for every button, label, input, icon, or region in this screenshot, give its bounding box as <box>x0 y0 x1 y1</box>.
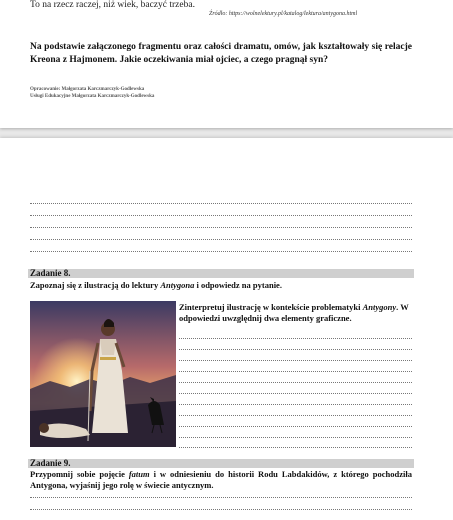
antigone-illustration <box>30 301 176 447</box>
answer-line <box>30 239 412 240</box>
answer-line <box>179 404 412 405</box>
answer-line <box>179 437 412 438</box>
answer-line <box>179 349 412 350</box>
answer-line <box>179 415 412 416</box>
book-title: Antygony <box>362 302 397 312</box>
task9-header: Zadanie 9. <box>28 459 414 468</box>
answer-line <box>30 215 412 216</box>
task8-header: Zadanie 8. <box>28 269 414 278</box>
answer-line <box>30 509 412 510</box>
answer-line <box>179 447 412 448</box>
credits <box>30 86 154 100</box>
answer-line <box>179 360 412 361</box>
term-fatum: fatum <box>128 469 150 479</box>
answer-line <box>30 251 412 252</box>
credit-author: Opracowanie: Małgorzata Karczmarczyk-Godlewska <box>30 87 145 92</box>
task8-question: Zinterpretuj ilustrację w kontekście problematyki Antygony. W odpowiedzi uwzględnij dwa elementy graficzne. <box>179 302 409 323</box>
task9-text: Przypomnij sobie pojęcie fatum i w odniesieniu do historii Rodu Labdakidów, z którego pochodziła Antygona, wyjaśnij jego rolę w świecie antycznym. <box>30 469 412 490</box>
previous-page <box>0 0 453 128</box>
task8-instruction: Zapoznaj się z ilustracją do lektury Antygona i odpowiedz na pytanie. <box>30 280 282 290</box>
book-title: Antygona <box>160 280 195 290</box>
answer-line <box>30 203 412 204</box>
answer-line <box>179 371 412 372</box>
answer-line <box>179 338 412 339</box>
answer-line <box>179 393 412 394</box>
quote-line: To na rzecz raczej, niż wiek, baczyć trzeba. <box>30 0 195 10</box>
answer-line <box>30 497 412 498</box>
answer-line <box>179 426 412 427</box>
answer-line <box>30 227 412 228</box>
source-citation: Źródło: https://wolnelektury.pl/katalog/lektura/antygona.html <box>209 11 358 17</box>
credit-company: Usługi Edukacyjne Małgorzata Karczmarczyk-Godlewska <box>30 94 155 99</box>
answer-line <box>179 382 412 383</box>
task7-text: Na podstawie załączonego fragmentu oraz całości dramatu, omów, jak kształtowały się relacje Kreona z Hajmonem. Jakie oczekiwania miał ojciec, a czego pragnął syn? <box>30 42 412 65</box>
